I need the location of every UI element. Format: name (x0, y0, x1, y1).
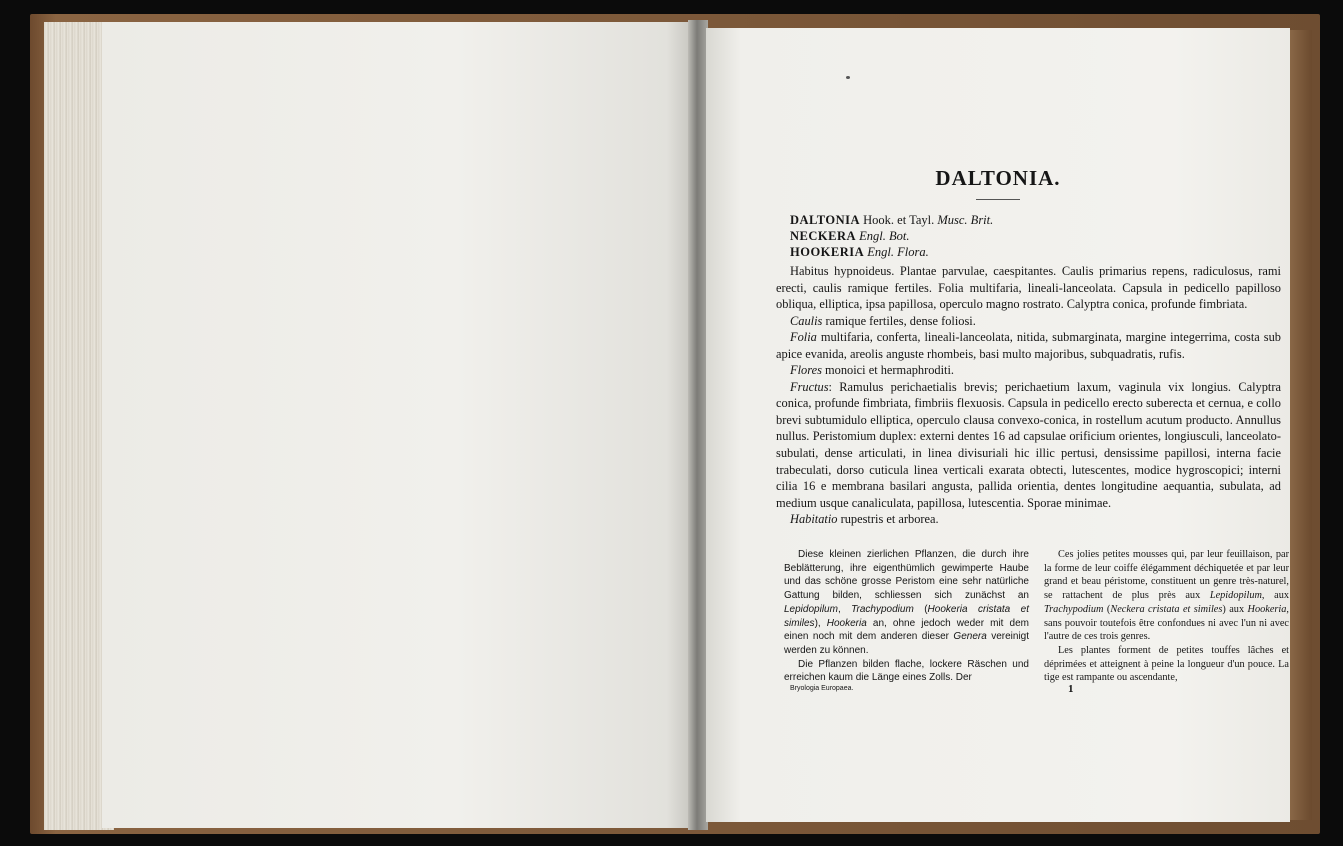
text-run: , aux (1261, 590, 1289, 602)
section-label: Folia (790, 330, 817, 345)
section-label: Habitatio (790, 512, 838, 527)
right-page (706, 28, 1290, 822)
section-text: rupestris et arborea. (837, 512, 939, 527)
synonym-line (790, 244, 929, 260)
right-page-edge (1288, 30, 1312, 820)
section-text: monoici et hermaphroditi. (821, 363, 955, 378)
text-run: an, ohne jedoch weder mit dem einen noch mit dem anderen dieser (784, 617, 1029, 643)
printer-signature: Bryologia Europaea. (790, 685, 854, 692)
french-paragraph (1044, 548, 1289, 644)
german-column (784, 548, 1029, 685)
flores-paragraph (776, 362, 1281, 379)
book-gutter (688, 20, 708, 830)
text-run: ( (1103, 603, 1111, 615)
habitus-paragraph: Habitus hypnoideus. Plantae parvulae, caespitantes. Caulis primarius repens, radiculosus, rami erecti, caulis ramique fertiles. Folia multifaria, lineali-lanceolata. Capsula in pedicello papilloso obliqua, elliptica, ipsa papillosa, operculo magno rostrato. Calyptra conica, profunde fimbriata. (776, 264, 1281, 312)
french-column (1044, 548, 1289, 685)
synonym-authority: Hook. et Tayl. (863, 213, 935, 227)
text-run: , (837, 603, 852, 615)
genus-name: Hookeria cristata et similes (784, 603, 1029, 629)
synonym-line (790, 228, 909, 244)
synonym-genus: NECKERA (790, 229, 857, 243)
genus-name: Trachypodium (851, 603, 914, 615)
fructus-paragraph (776, 379, 1281, 511)
page-number: 1 (1068, 683, 1074, 695)
habitatio-paragraph (776, 511, 1281, 528)
text-run: , sans pouvoir toutefois être confondues ni avec l'un ni avec l'autre de ces trois genres. (1044, 603, 1289, 643)
genus-name: Hookeria (826, 617, 867, 629)
genus-name: Lepidopilum (784, 603, 838, 615)
left-page-blank (102, 22, 690, 828)
latin-description (776, 263, 1281, 528)
title-rule (976, 199, 1020, 200)
text-run: vereinigt werden zu können. (784, 631, 1030, 656)
section-text: multifaria, conferta, lineali-lanceolata, nitida, submarginata, margine integerrima, costa sub apice evanida, areolis anguste rhombeis, basi multo majoribus, subquadratis, rufis. (776, 330, 1281, 361)
genus-name: Trachypodium (1044, 603, 1104, 615)
folia-paragraph (776, 329, 1281, 362)
synonym-genus: DALTONIA (790, 213, 860, 227)
genus-name: Neckera cristata et similes (1110, 603, 1223, 615)
genus-name: Hookeria (1247, 603, 1287, 615)
text-run: ), (814, 617, 827, 629)
section-text: ramique fertiles, dense foliosi. (822, 313, 976, 328)
synonym-work: Engl. Bot. (859, 229, 910, 243)
ink-speck (846, 76, 850, 79)
synonym-genus: HOOKERIA (790, 245, 865, 259)
page-title: DALTONIA. (935, 166, 1061, 190)
caulis-paragraph (776, 313, 1281, 330)
section-label: Fructus (790, 379, 829, 394)
german-paragraph: Die Pflanzen bilden flache, lockere Räschen und erreichen kaum die Länge eines Zolls. Der (784, 658, 1029, 684)
synonym-line (790, 212, 993, 228)
text-run: Diese kleinen zierlichen Pflanzen, die durch ihre Beblätterung, ihre eigenthümlich gewimperte Haube und das schöne grosse Peristom eine sehr natürliche Gattung bilden, schliessen sich zunächst an (784, 549, 1029, 602)
synonym-work: Engl. Flora. (867, 245, 929, 259)
german-paragraph (784, 548, 1029, 658)
section-label: Caulis (790, 313, 823, 328)
french-paragraph: Les plantes forment de petites touffes lâches et déprimées et atteignent à peine la longueur d'un pouce. La tige est rampante ou ascendante, (1044, 644, 1289, 684)
text-run: ) aux (1222, 603, 1248, 615)
section-label: Flores (790, 363, 822, 378)
text-run: ( (913, 603, 928, 615)
synonym-work: Musc. Brit. (937, 213, 994, 227)
genus-name: Lepidopilum (1209, 590, 1262, 602)
genus-name: Genera (953, 631, 987, 643)
section-text: : Ramulus perichaetialis brevis; perichaetium laxum, vaginula vix longius. Calyptra conica, profunde fimbriata, fimbriis flexuosis. Capsula in pedicello erecto suberecta et cernua, e collo brevi subtumidulo elliptica, operculo clausa convexo-conica, in rostellum acutum producto. Annullus nullus. Peristomium duplex: externi dentes 16 ad capsulae orificium orientes, longiusculi, lanceolato-subulati, dense articulati, in linea divisuriali hic illic pertusi, densissime papillosi, interna facie trabeculati, dorso cuticula linea verticali exarata obtecti, lutescentes, modice hygroscopici; interni cilia 16 e membrana basilari angusta, pallida orientia, dentes longitudine aequantia, subulata, ad medium usque canaliculata, papillosa, lutescentia. Sporae minimae. (776, 379, 1281, 510)
text-run: Ces jolies petites mousses qui, par leur feuillaison, par la forme de leur coiffe élégamment déchiquetée et par leur grand et beau péristome, constituent un genre très-naturel, se rattachent de plus près aux (1044, 549, 1289, 602)
